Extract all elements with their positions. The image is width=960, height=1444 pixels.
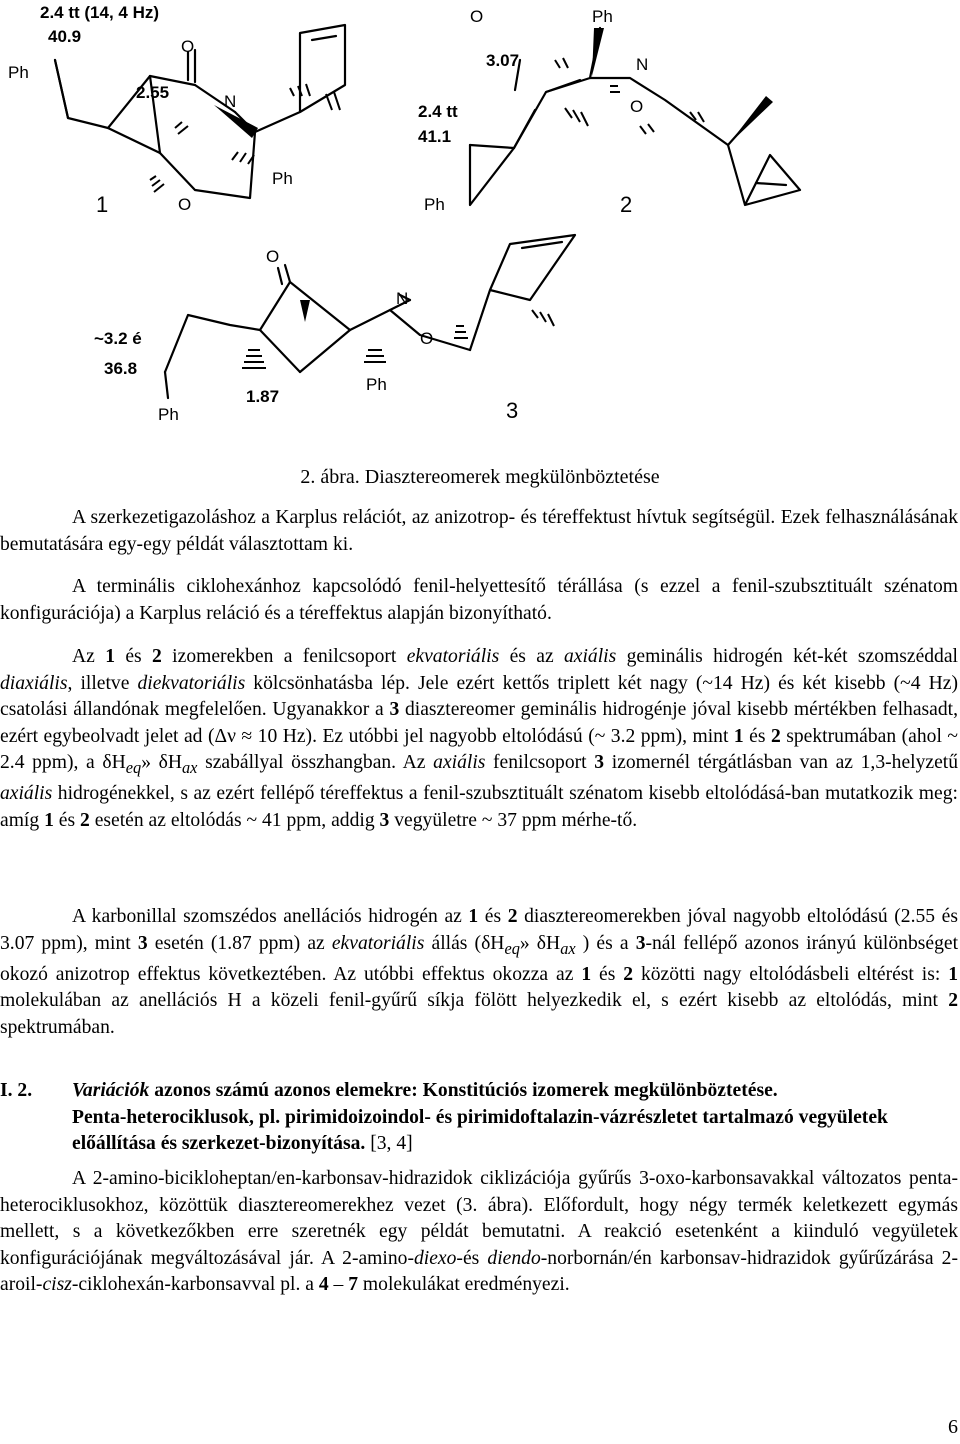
stereochemistry-figure [0, 0, 960, 440]
paragraph-3: Az 1 és 2 izomerekben a fenilcsoport ekvatoriális és az axiális geminális hidrogén két-két szomszéddal diaxiális, illetve diekvatoriális kölcsönhatásba lép. Jele ezért kettős triplett két nagy (~14 Hz) és két kisebb (~4 Hz) csatolási állandónak megfelelően. Ugyanakkor a 3 diasztereomer geminális hidrogénje jóval kisebb mértékben felhasadt, ezért egybeolvadt jelet ad (Δν ≈ 10 Hz). Ez utóbbi jel nagyobb eltolódású (~ 3.2 ppm), mint 1 és 2 spektrumában (ahol ~ 2.4 ppm), a $\delta H_{eq}$» $\delta H_{ax}$ szabállyal összhangban. Az axiális fenilcsoport 3 izomernél térgátlásban van az 1,3-helyzetű axiális hidrogénekkel, s az ezért fellépő téreffektus a fenil-szubsztituált szénatom kisebb eltolódásá-ban mutatkozik meg: amíg 1 és 2 esetén az eltolódás ~ 41 ppm, addig 3 vegyületre ~ 37 ppm mérhe-tő. [0, 646, 959, 831]
paragraph-5: A 2-amino-bicikloheptan/en-karbonsav-hidrazidok ciklizációja gyűrűs 3-oxo-karbonsavakkal változatos penta-heterociklusokhoz, közöttük diasztereomerekhez vezet (3. ábra). Előfordult, hogy négy termék keletkezett egymás mellett, s a következőkben erre szeretnék egy példát bemutatni. A reakció esetenként a kiinduló vegyületek konfigurációjának megváltozásával jár. A 2-amino-diexo-és diendo-norbornán/én karbonsav-hidrazidok gyűrűzárása 2-aroil-cisz-ciklohexán-karbonsavval pl. a 4 – 7 molekulákat eredményezi. [0, 1168, 958, 1295]
paragraph-2: A terminális ciklohexánhoz kapcsolódó fenil-helyettesítő térállása (s ezzel a fenil-szubsztituált szénatom konfigurációja) a Karplus reláció és a téreffektus alapján bizonyítható. [0, 576, 958, 624]
structure-label-2: 2 [620, 192, 633, 217]
s2-oxygen-carbonyl: O [470, 7, 484, 26]
structure-label-3: 3 [506, 398, 519, 423]
s3-phenyl: Ph [158, 405, 179, 424]
s3-phenyl-2: Ph [366, 375, 387, 394]
s2-nitrogen: N [636, 55, 649, 74]
section-number: I. 2. [0, 1080, 33, 1101]
s2-oxygen: O [630, 97, 644, 116]
section-heading: I. 2. Variációk azonos számú azonos elemekre: Konstitúciós izomerek megkülönböztetése. Penta-heterociklusok, pl. pirimidoizoindol- és pirimidoftalazin-vázrészletet tartalmazó vegyületek előállítása és szerkezet-bizonyítása. [3, 4] [0, 1080, 888, 1154]
structure-1 [8, 3, 345, 217]
s1-h-annotation: 2.4 tt (14, 4 Hz) [40, 3, 160, 22]
s2-phenyl: Ph [424, 195, 445, 214]
figure-caption: 2. ábra. Diasztereomerek megkülönböztetése [300, 466, 660, 488]
s2-co-annotation: 3.07 [486, 51, 520, 70]
s1-phenyl-2: Ph [272, 169, 293, 188]
structure-label-1: 1 [96, 192, 109, 217]
s1-oxygen-carbonyl: O [181, 37, 195, 56]
s1-oxygen: O [178, 195, 192, 214]
s1-phenyl: Ph [8, 63, 29, 82]
s2-phenyl-top: Ph [592, 7, 613, 26]
page-number: 6 [948, 1416, 958, 1438]
paragraph-4: A karbonillal szomszédos anellációs hidrogén az 1 és 2 diasztereomerekben jóval nagyobb eltolódású (2.55 és 3.07 ppm), mint 3 esetén (1.87 ppm) az ekvatoriális állás ($\delta H_{eq}$» $\delta H_{ax}$ ) és a 3-nál fellépő azonos irányú különbséget okozó anizotrop effektus következtében. Az utóbbi effektus okozza az 1 és 2 közötti nagy eltolódásbeli eltérést is: 1 molekulában az anellációs H a közeli fenil-gyűrű síkja fölött helyezkedik el, s ezért kisebb az eltolódás, mint 2 spektrumában. [0, 906, 959, 1038]
s3-oxygen: O [420, 329, 434, 348]
structure-2 [418, 7, 800, 217]
s1-nitrogen: N [224, 92, 237, 111]
paragraph-1: A szerkezetigazoláshoz a Karplus relációt, az anizotrop- és téreffektust hívtuk segítségül. Ezek felhasználásának bemutatására egy-egy példát választottam ki. [0, 507, 958, 555]
s1-c-annotation: 40.9 [48, 27, 82, 46]
s3-nitrogen: N [396, 289, 409, 308]
s3-oxygen-carbonyl: O [266, 247, 280, 266]
structure-3 [94, 235, 575, 424]
s1-co-annotation: 2.55 [136, 83, 170, 102]
s3-c-annotation: 36.8 [104, 359, 138, 378]
s2-h-annotation: 2.4 tt [418, 102, 458, 121]
s2-c-annotation: 41.1 [418, 127, 452, 146]
s3-h-annotation: ~3.2 é [94, 329, 142, 348]
s3-co-annotation: 1.87 [246, 387, 280, 406]
